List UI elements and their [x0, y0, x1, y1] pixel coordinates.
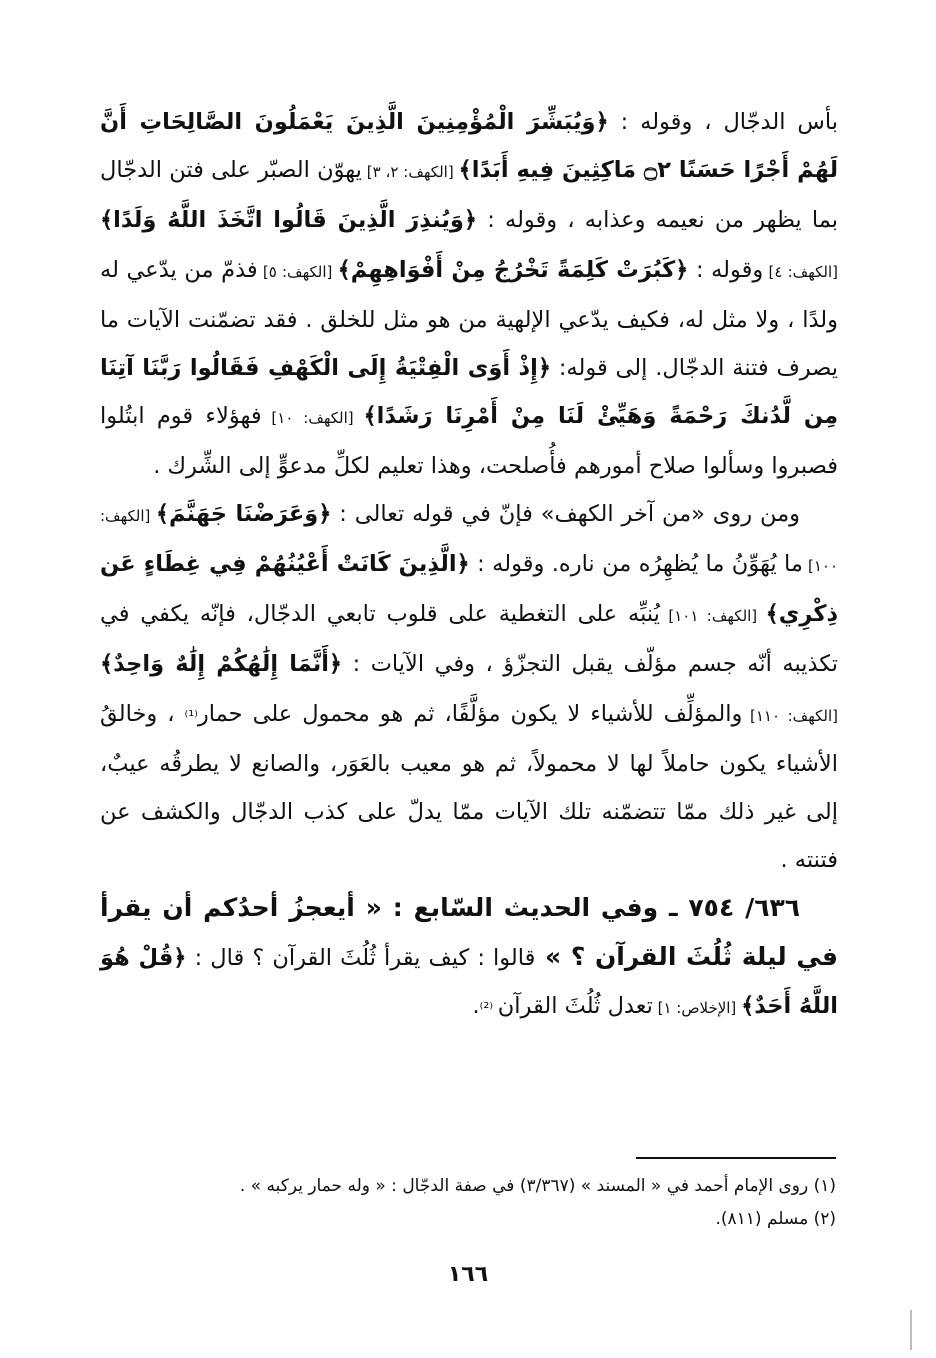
text-run: . [472, 993, 480, 1019]
text-run: يُنبِّه على التغطية على قلوب تابعي الدجّال، فإنّه يكفي في تكذيبه أنّه جسم مؤلّف يقبل التجزّؤ ، وفي الآيات : [100, 601, 838, 677]
paragraph-1 [100, 98, 838, 490]
paragraph-3 [100, 884, 838, 1032]
verse-reference: [الكهف: ١٠٠] [100, 507, 838, 575]
footnote-marker[interactable]: ⁽²⁾ [479, 999, 498, 1017]
quran-verse: ﴿أَنَّمَا إِلَٰهُكُمْ إِلَٰهٌ وَاحِدٌ﴾ [100, 651, 343, 677]
text-run: بأس الدجّال ، وقوله : [608, 109, 838, 135]
text-run: قالوا : كيف يقرأ ثُلُثَ القرآن ؟ قال : [186, 945, 536, 971]
verse-reference: [الكهف: ٥] [257, 263, 338, 281]
text-run: ، وخالقُ الأشياء يكون حاملاً لها لا محمولاً، ثم هو معيب بالعَوَر، والصانع لا يطرقُه عيبٌ، إلى غير ذلك ممّا تتضمّنه تلك الآيات ممّا يدلّ على كذب الدجّال والكشف عن فتنته . [100, 701, 838, 873]
main-text [100, 98, 838, 1032]
text-run: فذمّ من يدّعي له ولدًا ، ولا مثل له، فكيف يدّعي الإلهية من هو مثل للخلق . فقد تضمّنت الآيات ما يصرف فتنة الدجّال. إلى قوله: [100, 257, 838, 381]
footnotes [100, 1170, 836, 1236]
text-run: ما يُهَوِّنُ ما يُظهِرُه من ناره. وقوله : [469, 551, 803, 577]
footnote-1: (١) روى الإمام أحمد في « المسند » (٣/٣٦٧) في صفة الدجّال : « وله حمار يركبه » . [239, 1176, 836, 1196]
quran-verse: ﴿كَبُرَتْ كَلِمَةً تَخْرُجُ مِنْ أَفْوَاهِهِمْ﴾ [337, 257, 689, 283]
footnote-marker[interactable]: ⁽¹⁾ [184, 707, 198, 725]
verse-reference: [الإخلاص: ١] [652, 999, 742, 1017]
paragraph-2 [100, 490, 838, 884]
text-run: وقوله : [688, 257, 764, 283]
verse-reference: [الكهف: ١٠] [261, 409, 364, 427]
text-run: ومن روى «من آخر الكهف» فإنّ في قوله تعالى : [331, 501, 801, 527]
verse-reference: [الكهف: ١٠١] [659, 607, 766, 625]
quran-verse: ﴿إِذْ أَوَى الْفِتْيَةُ إِلَى الْكَهْفِ فَقَالُوا رَبَّنَا آتِنَا مِن لَّدُنكَ رَحْمَةً وَهَيِّئْ لَنَا مِنْ أَمْرِنَا رَشَدًا﴾ [100, 355, 839, 429]
text-run: يهوّن الصبّر على فتن الدجّال بما يظهر من نعيمه وعذابه ، وقوله : [100, 157, 838, 233]
text-run: والمؤلِّف للأشياء لا يكون مؤلَّفًا، ثم هو محمول على حمار [197, 701, 743, 727]
quran-verse: ﴿وَيُبَشِّرَ الْمُؤْمِنِينَ الَّذِينَ يَعْمَلُونَ الصَّالِحَاتِ أَنَّ لَهُمْ أَجْرًا حَسَنًا ۝٢ مَاكِثِينَ فِيهِ أَبَدًا﴾ [100, 109, 839, 183]
quran-verse: ﴿وَعَرَضْنَا جَهَنَّمَ﴾ [155, 501, 332, 527]
verse-reference: [الكهف: ٤] [763, 263, 839, 281]
scan-edge-mark [910, 1310, 912, 1350]
hadith-heading: ٦٣٦/ ٧٥٤ ـ وفي الحديث السّابع : « أيعجزُ أحدُكم أن يقرأ في ليلة ثُلُثَ القرآن ؟ » [100, 893, 839, 971]
verse-reference: [الكهف: ١١٠] [742, 707, 838, 725]
page-number: ١٦٦ [447, 1262, 489, 1287]
footnote-2: (٢) مسلم (٨١١). [715, 1209, 836, 1229]
text-run: فهؤلاء قوم ابتُلوا فصبروا وسألوا صلاح أمورهم فأُصلحت، وهذا تعليم لكلِّ مدعوٍّ إلى الشِّرك . [100, 403, 838, 479]
quran-verse: ﴿قُلْ هُوَ اللَّهُ أَحَدٌ﴾ [100, 945, 838, 1019]
quran-verse: ﴿وَيُنذِرَ الَّذِينَ قَالُوا اتَّخَذَ اللَّهُ وَلَدًا﴾ [100, 207, 478, 233]
text-run: تعدل ثُلُثَ القرآن [497, 993, 653, 1019]
quran-verse: ﴿الَّذِينَ كَانَتْ أَعْيُنُهُمْ فِي غِطَاءٍ عَن ذِكْرِي﴾ [100, 551, 839, 627]
footnote-separator [636, 1157, 836, 1159]
verse-reference: [الكهف: ٢، ٣] [361, 163, 459, 181]
